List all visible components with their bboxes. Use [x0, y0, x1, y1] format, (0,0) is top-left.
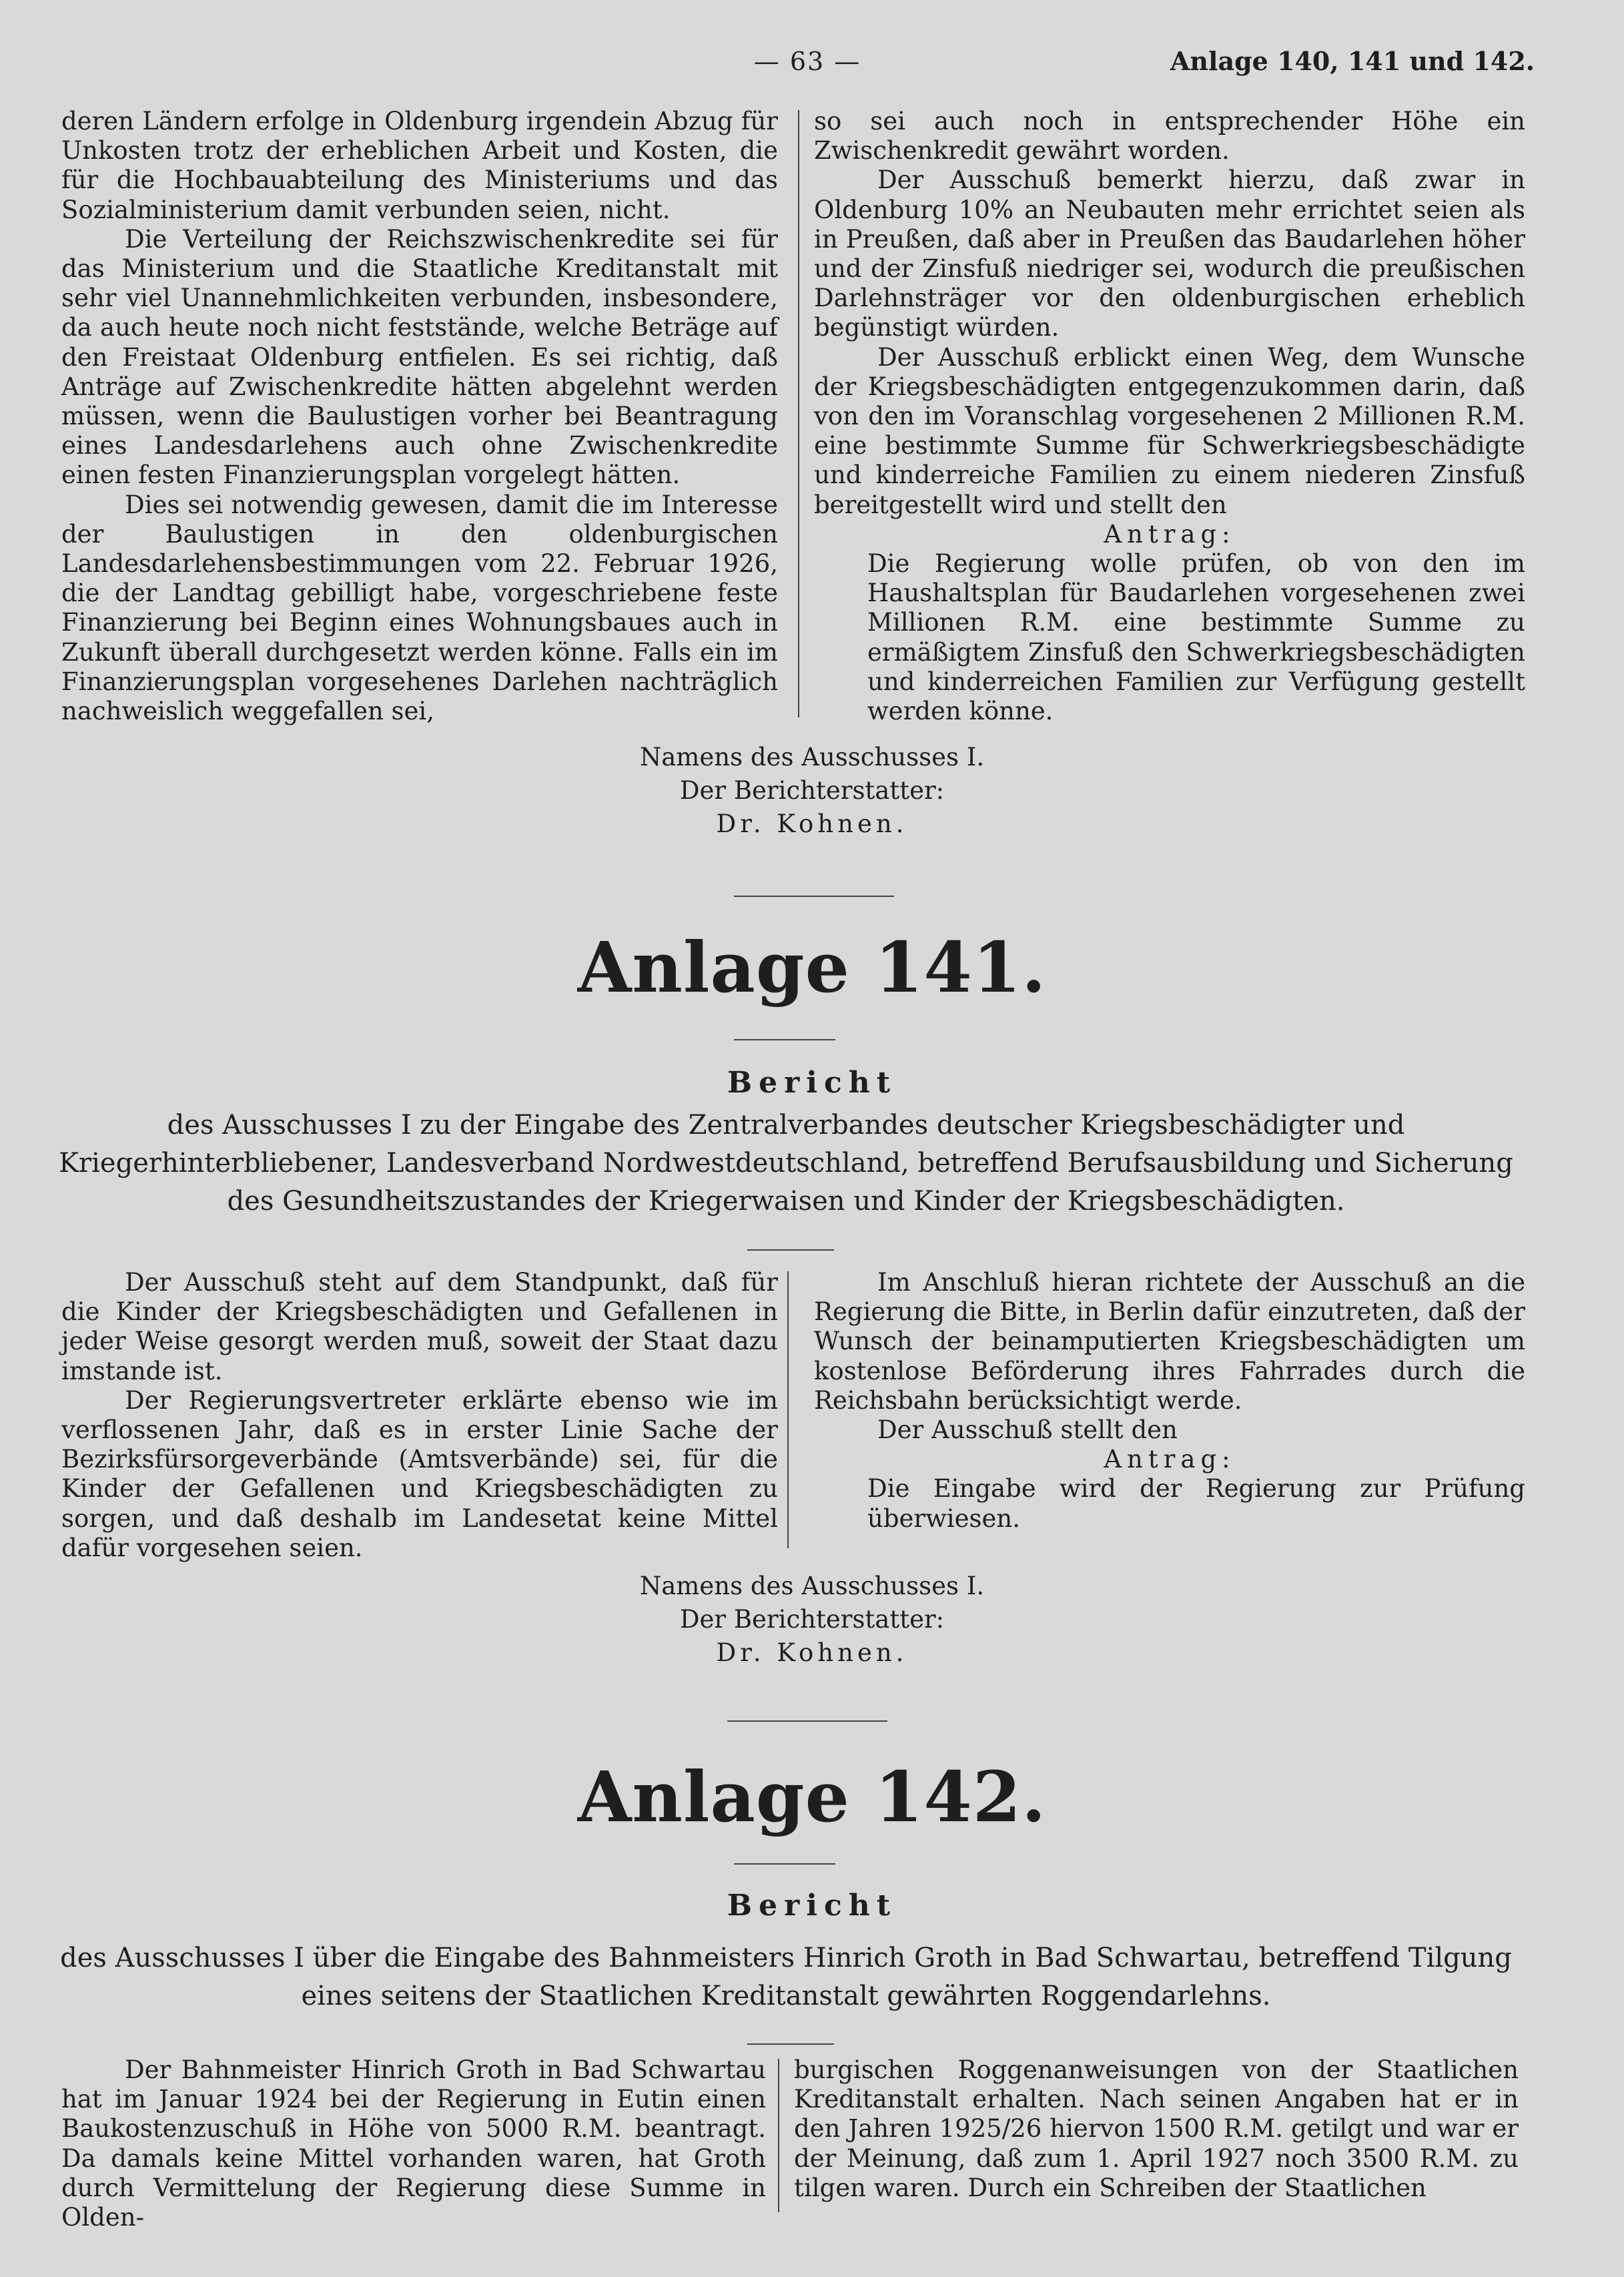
paragraph: Der Ausschuß stellt den	[877, 1415, 1178, 1445]
running-title: Anlage 140, 141 und 142.	[1170, 46, 1535, 76]
paragraph: Der Ausschuß bemerkt hierzu, daß zwar in Oldenburg 10% an Neubauten mehr errichtet seien als in Preußen, daß aber in Preußen das Baudarlehen höher und der Zinsfuß niedriger sei, wodurch die preußischen Darlehnsträger vor den oldenburgischen erheblich begünstigt würden.	[814, 166, 1525, 342]
column-divider	[778, 2059, 779, 2212]
paragraph: Dies sei notwendig gewesen, damit die im Interesse der Baulustigen in den oldenburgischen Landesdarlehensbestimmungen vom 22. Februar 1926, die der Landtag gebilligt habe, vorgeschriebene feste Finanzierung bei Beginn eines Wohnungsbaues auch in Zukunft überall durchgesetzt werden könne. Falls ein im Finanzierungsplan vorgesehenes Darlehen nachträglich nachweislich weggefallen sei,	[61, 490, 778, 726]
column-divider	[787, 1271, 789, 1548]
subject-rule	[747, 1249, 834, 1251]
antrag-heading: Antrag:	[1104, 1445, 1236, 1474]
paragraph: deren Ländern erfolge in Oldenburg irgendein Abzug für Unkosten trotz der erheblichen Arbeit und Kosten, die für die Hochbauabteilung des Ministeriums und das Sozialministerium damit verbunden seien, nicht.	[61, 107, 778, 224]
bericht-label: Bericht	[727, 1889, 897, 1923]
paragraph: Die Verteilung der Reichszwischenkredite sei für das Ministerium und die Staatliche Kreditanstalt mit sehr viel Unannehmlichkeiten verbunden, insbesondere, da auch heute noch nicht feststände, welche Beträge auf den Freistaat Oldenburg entfielen. Es sei richtig, daß Anträge auf Zwischenkredite hätten abgelehnt werden müssen, wenn die Baulustigen vorher bei Beantragung eines Landesdarlehens auch ohne Zwischenkredite einen festen Finanzierungsplan vorgelegt hätten.	[61, 224, 778, 490]
signature-name: Dr. Kohnen.	[716, 809, 908, 838]
title-rule	[734, 1039, 835, 1040]
signature-committee: Namens des Ausschusses I.	[639, 743, 985, 771]
bericht-label: Bericht	[727, 1066, 897, 1100]
anlage-142-left-column	[61, 2055, 766, 2232]
top-right-column	[814, 107, 1525, 726]
page-number: — 63 —	[753, 47, 861, 76]
anlage-141-right-column	[814, 1268, 1525, 1548]
signature-block	[0, 741, 1624, 841]
paragraph: Der Bahnmeister Hinrich Groth in Bad Schwartau hat im Januar 1924 bei der Regierung in Eutin einen Baukostenzuschuß in Höhe von 5000 R.M. beantragt. Da damals keine Mittel vorhanden waren, hat Groth durch Vermittelung der Regierung diese Summe in Olden-	[61, 2055, 766, 2232]
paragraph: Der Ausschuß steht auf dem Standpunkt, daß für die Kinder der Kriegsbeschädigten und Gefallenen in jeder Weise gesorgt werden muß, soweit der Staat dazu imstande ist.	[61, 1268, 778, 1385]
anlage-141-title: Anlage 141.	[577, 926, 1047, 1008]
paragraph: Im Anschluß hieran richtete der Ausschuß an die Regierung die Bitte, in Berlin dafür einzutreten, daß der Wunsch der beinamputierten Kriegsbeschädigten um kostenlose Beförderung ihres Fahrrades durch die Reichsbahn berücksichtigt werde.	[814, 1268, 1525, 1415]
paragraph: so sei auch noch in entsprechender Höhe ein Zwischenkredit gewährt worden.	[814, 107, 1525, 166]
signature-role: Der Berichterstatter:	[679, 1605, 945, 1634]
anlage-142-right-column	[794, 2055, 1519, 2216]
report-subject: des Ausschusses I über die Eingabe des Bahnmeisters Hinrich Groth in Bad Schwartau, betreffend Tilgung eines seitens der Staatlichen Kreditanstalt gewährten Roggendarlehns.	[60, 1943, 1512, 2011]
section-divider	[734, 896, 894, 897]
section-divider	[727, 1720, 887, 1722]
anlage-141-left-column	[61, 1268, 778, 1562]
top-left-column	[61, 107, 778, 726]
paragraph: Der Regierungsvertreter erklärte ebenso wie im verflossenen Jahr, daß es in erster Linie Sache der Bezirksfürsorgeverbände (Amtsverbände) sei, für die Kinder der Gefallenen und Kriegsbeschädigten zu sorgen, und daß deshalb im Landesetat keine Mittel dafür vorgesehen seien.	[61, 1385, 778, 1562]
paragraph: burgischen Roggenanweisungen von der Staatlichen Kreditanstalt erhalten. Nach seinen Angaben hat er in den Jahren 1925/26 hiervon 1500 R.M. getilgt und war er der Meinung, daß zum 1. April 1927 noch 3500 R.M. zu tilgen waren. Durch ein Schreiben der Staatlichen	[794, 2055, 1519, 2202]
title-rule	[734, 1863, 835, 1865]
paragraph: Der Ausschuß erblickt einen Weg, dem Wunsche der Kriegsbeschädigten entgegenzukommen darin, daß von den im Voranschlag vorgesehenen 2 Millionen R.M. eine bestimmte Summe für Schwerkriegsbeschädigte und kinderreiche Familien zu einem niederen Zinsfuß bereitgestellt wird und stellt den	[814, 342, 1525, 519]
signature-block	[0, 1570, 1624, 1670]
signature-role: Der Berichterstatter:	[679, 776, 945, 805]
antrag-text: Die Regierung wolle prüfen, ob von den im Haushaltsplan für Baudarlehen vorgesehenen zwei Millionen R.M. eine bestimmte Summe zu ermäßigtem Zinsfuß den Schwerkriegsbeschädigten und kinderreichen Familien zur Verfügung gestellt werden könne.	[867, 549, 1525, 726]
column-divider	[798, 110, 799, 717]
report-subject: des Ausschusses I zu der Eingabe des Zentralverbandes deutscher Kriegsbeschädigter und Kriegerhinterbliebener, Landesverband Nordwestdeutschland, betreffend Berufsausbildung und Sicherung des Gesundheitszustandes der Kriegerwaisen und Kinder der Kriegsbeschädigten.	[59, 1110, 1513, 1217]
signature-name: Dr. Kohnen.	[716, 1638, 908, 1667]
anlage-142-title: Anlage 142.	[577, 1756, 1047, 1838]
antrag-text: Die Eingabe wird der Regierung zur Prüfung überwiesen.	[867, 1474, 1525, 1533]
subject-rule	[747, 2043, 834, 2045]
antrag-heading: Antrag:	[1104, 519, 1236, 549]
signature-committee: Namens des Ausschusses I.	[639, 1572, 985, 1600]
